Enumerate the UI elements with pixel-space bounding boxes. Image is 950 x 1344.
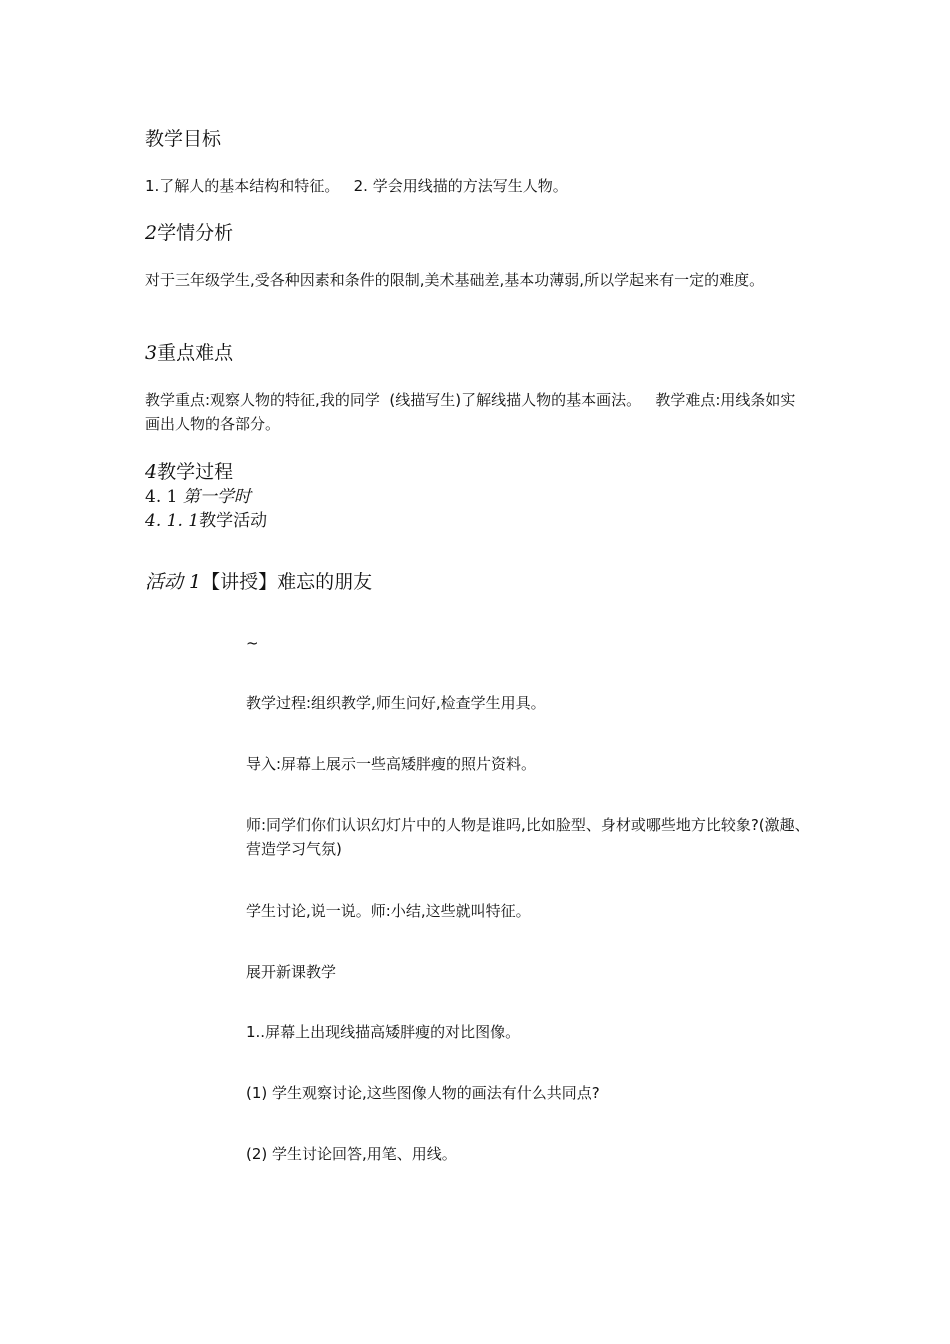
activity-group-heading (145, 510, 267, 532)
activity-group-title: 教学活动 (199, 511, 268, 531)
analysis-text: 对于三年级学生,受各种因素和条件的限制,美术基础差,基本功薄弱,所以学起来有一定的难度。 (145, 271, 765, 289)
lesson-number: 4. 1 (145, 487, 183, 507)
key-points-heading (145, 341, 233, 365)
lesson-title: 第一学时 (182, 487, 251, 507)
activity-paragraph: 导入:屏幕上展示一些高矮胖瘦的照片资料。 (246, 755, 537, 773)
activity-heading (145, 570, 372, 594)
lesson-heading (145, 486, 251, 508)
key-points-number: 3 (145, 342, 158, 364)
activity-paragraph: 教学过程:组织教学,师生问好,检查学生用具。 (246, 694, 546, 712)
activity-paragraph: 1..屏幕上出现线描高矮胖瘦的对比图像。 (246, 1023, 521, 1041)
key-points-title: 重点难点 (157, 342, 234, 364)
activity-paragraph: (1) 学生观察讨论,这些图像人物的画法有什么共同点? (246, 1084, 600, 1102)
activity-paragraph: 学生讨论,说一说。师:小结,这些就叫特征。 (246, 902, 531, 920)
analysis-title: 学情分析 (157, 222, 234, 244)
objectives-text: 1.了解人的基本结构和特征。 2. 学会用线描的方法写生人物。 (145, 177, 568, 195)
process-heading (145, 460, 233, 484)
activity-paragraph: (2) 学生讨论回答,用笔、用线。 (246, 1145, 457, 1163)
key-points-text: 教学重点:观察人物的特征,我的同学 (线描写生)了解线描人物的基本画法。 教学难点:用线条如实画出人物的各部分。 (145, 391, 796, 433)
activity-label: 活动 1 (145, 571, 202, 593)
activity-group-number: 4. 1. 1 (145, 511, 200, 531)
activity-paragraph: 师:同学们你们认识幻灯片中的人物是谁吗,比如脸型、身材或哪些地方比较象?(激趣、营造学习气氛) (246, 816, 810, 858)
analysis-number: 2 (145, 222, 158, 244)
activity-paragraph: 展开新课教学 (246, 963, 337, 981)
activity-tilde: ~ (246, 634, 259, 652)
process-number: 4 (145, 461, 158, 483)
analysis-heading (145, 221, 233, 245)
activity-title: 【讲授】难忘的朋友 (201, 571, 373, 593)
objectives-heading: 教学目标 (145, 128, 222, 150)
process-title: 教学过程 (157, 461, 234, 483)
